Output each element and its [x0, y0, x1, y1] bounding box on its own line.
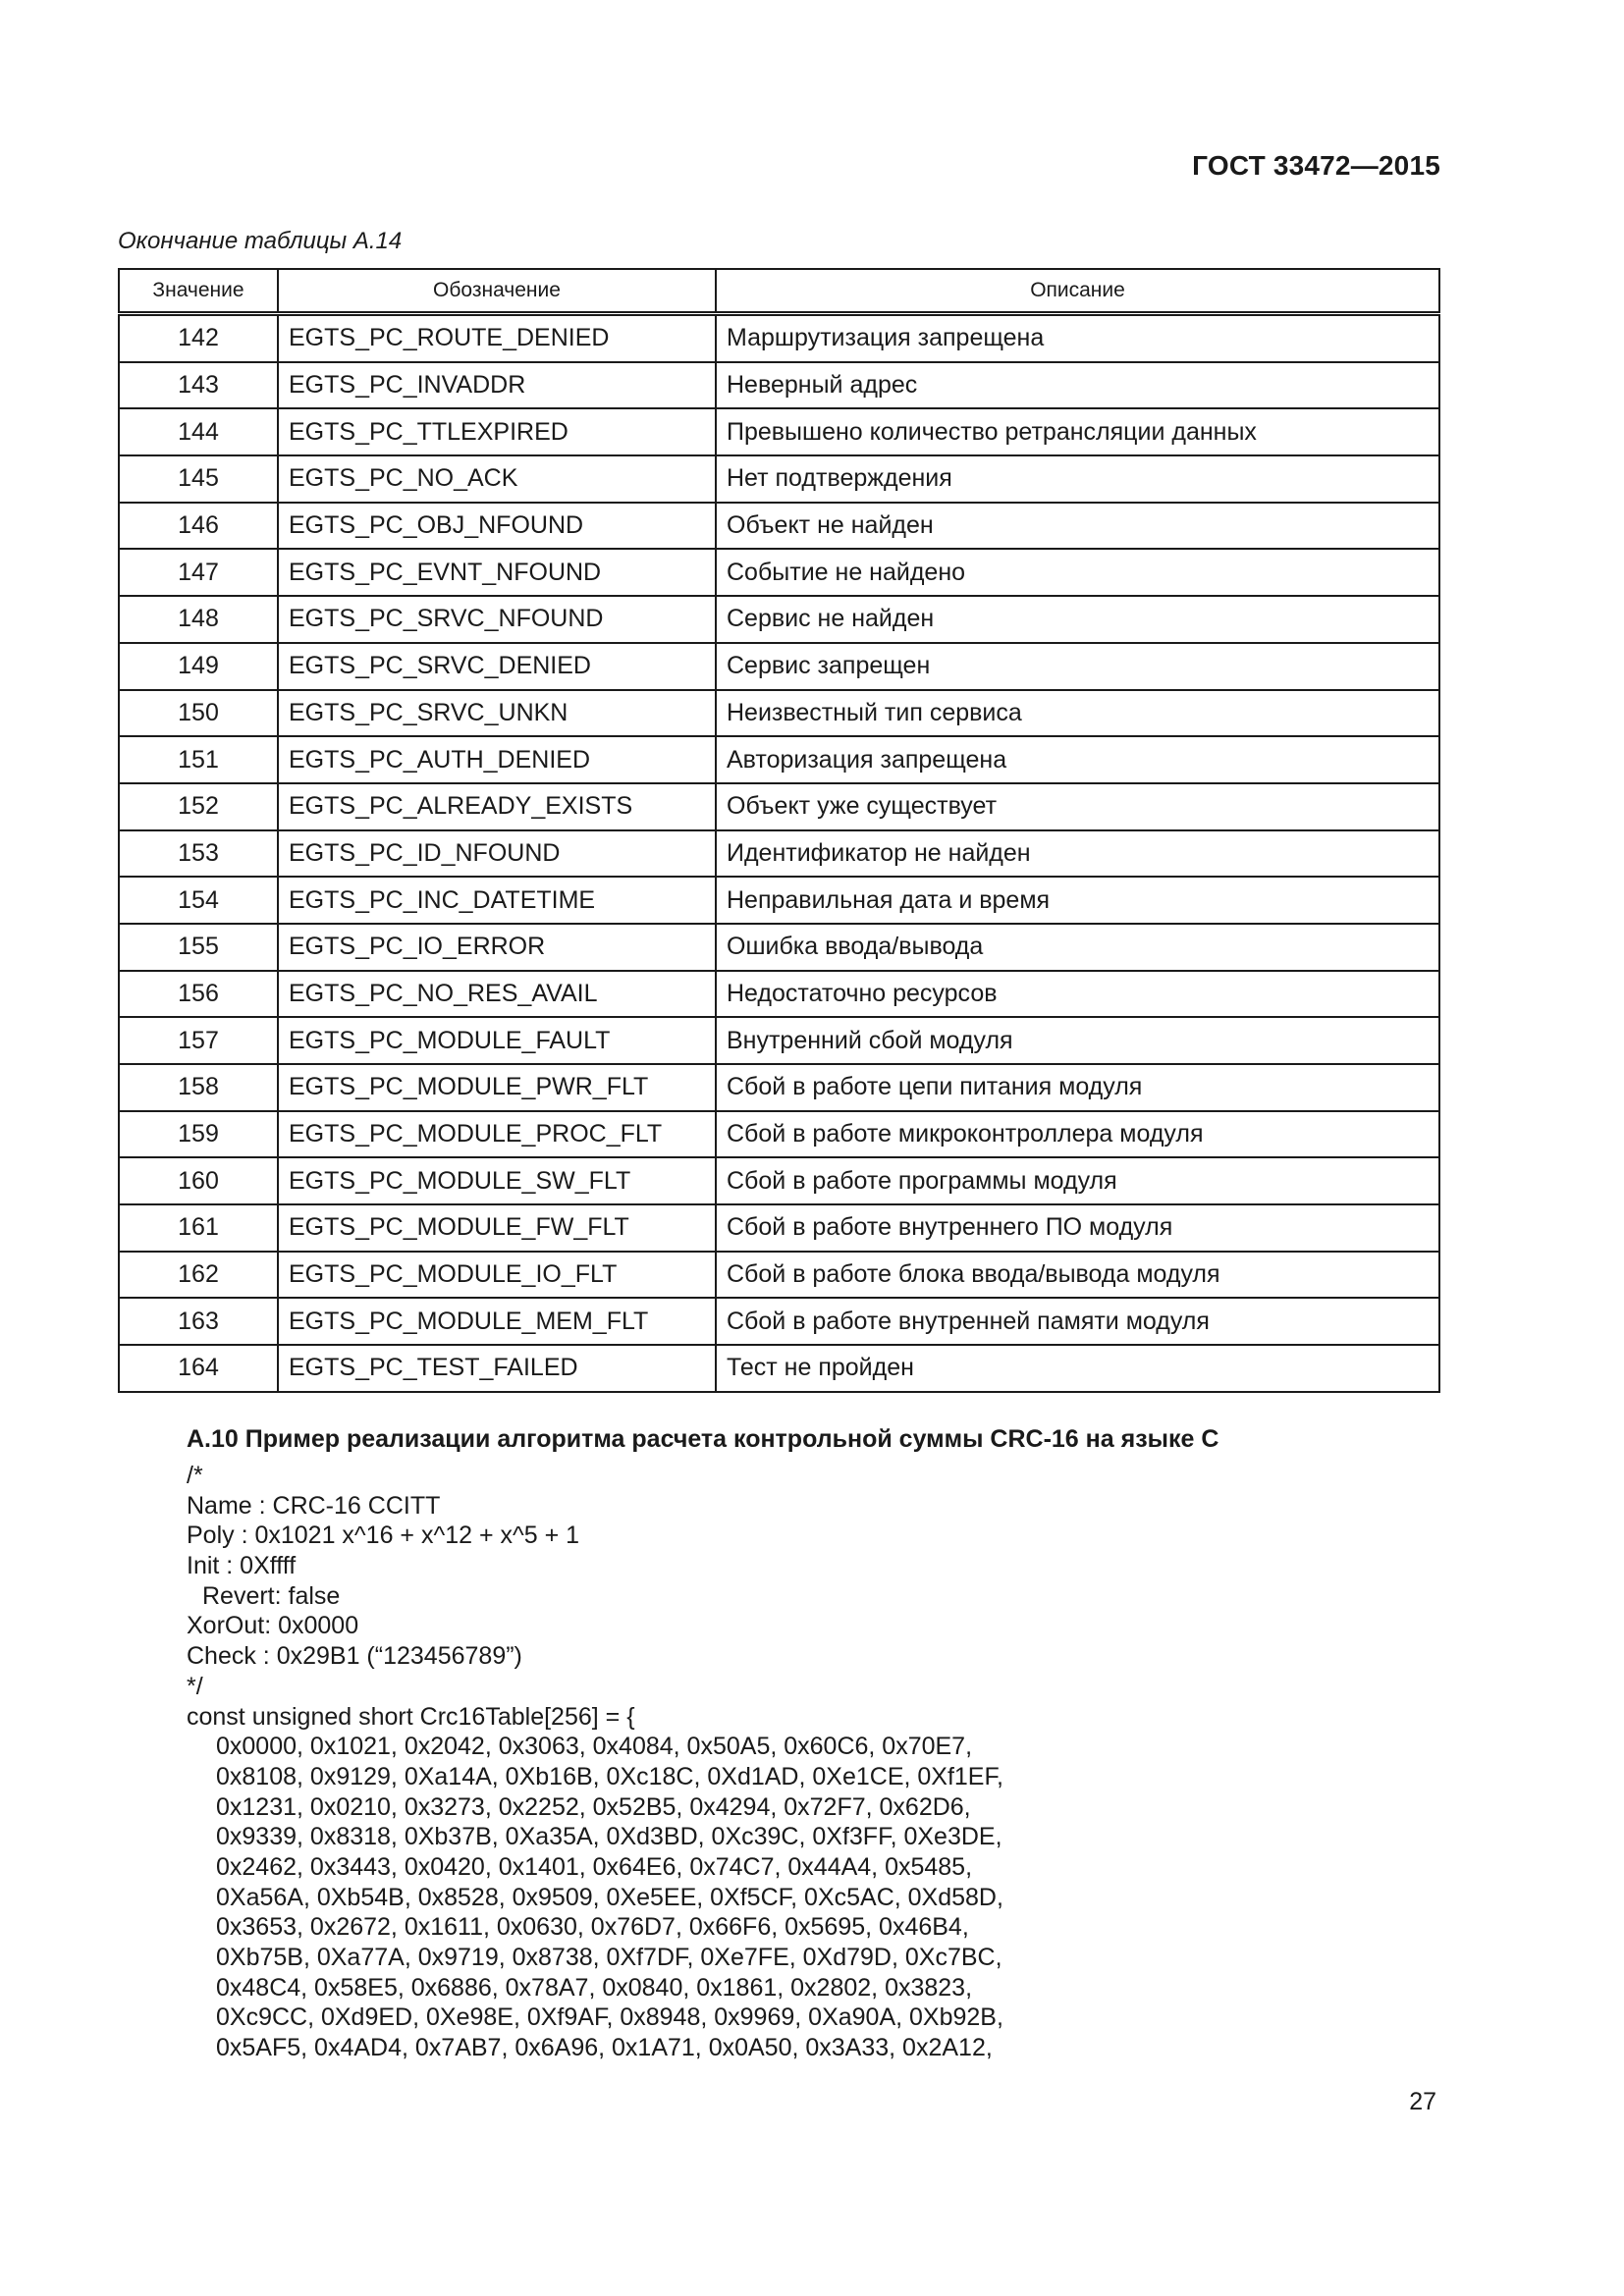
table-row	[119, 596, 1439, 643]
cell-designation: EGTS_PC_TEST_FAILED	[278, 1345, 716, 1392]
table-row	[119, 503, 1439, 550]
cell-value: 147	[119, 549, 278, 596]
cell-description: Объект не найден	[716, 503, 1439, 550]
table-row	[119, 830, 1439, 878]
cell-description: Авторизация запрещена	[716, 736, 1439, 783]
cell-description: Превышено количество ретрансляции данных	[716, 408, 1439, 455]
column-header-description: Описание	[716, 269, 1439, 314]
cell-description: Сбой в работе блока ввода/вывода модуля	[716, 1252, 1439, 1299]
cell-designation: EGTS_PC_NO_ACK	[278, 455, 716, 503]
cell-value: 163	[119, 1298, 278, 1345]
cell-designation: EGTS_PC_INVADDR	[278, 362, 716, 409]
table-row	[119, 1017, 1439, 1064]
table-row	[119, 877, 1439, 924]
cell-value: 150	[119, 690, 278, 737]
cell-value: 151	[119, 736, 278, 783]
table-row	[119, 643, 1439, 690]
cell-value: 161	[119, 1204, 278, 1252]
cell-value: 146	[119, 503, 278, 550]
cell-designation: EGTS_PC_ID_NFOUND	[278, 830, 716, 878]
table-row	[119, 549, 1439, 596]
code-line: */	[187, 1672, 203, 1700]
cell-value: 142	[119, 314, 278, 362]
code-line: Check : 0x29B1 (“123456789”)	[187, 1642, 522, 1671]
table-row	[119, 736, 1439, 783]
cell-value: 155	[119, 924, 278, 971]
code-line: const unsigned short Crc16Table[256] = {	[187, 1702, 635, 1731]
cell-description: Маршрутизация запрещена	[716, 314, 1439, 362]
code-line: 0x9339, 0x8318, 0Xb37B, 0Xa35A, 0Xd3BD, 0Xc39C, 0Xf3FF, 0Xe3DE,	[216, 1823, 1002, 1851]
table-row	[119, 314, 1439, 362]
table-row	[119, 408, 1439, 455]
table-row	[119, 783, 1439, 830]
cell-value: 164	[119, 1345, 278, 1392]
cell-description: Неизвестный тип сервиса	[716, 690, 1439, 737]
cell-value: 157	[119, 1017, 278, 1064]
cell-description: Сбой в работе цепи питания модуля	[716, 1064, 1439, 1111]
cell-value: 149	[119, 643, 278, 690]
table-row	[119, 1064, 1439, 1111]
cell-designation: EGTS_PC_EVNT_NFOUND	[278, 549, 716, 596]
cell-designation: EGTS_PC_MODULE_FW_FLT	[278, 1204, 716, 1252]
cell-designation: EGTS_PC_MODULE_FAULT	[278, 1017, 716, 1064]
cell-description: Объект уже существует	[716, 783, 1439, 830]
cell-description: Сбой в работе микроконтроллера модуля	[716, 1111, 1439, 1158]
cell-description: Ошибка ввода/вывода	[716, 924, 1439, 971]
table-row	[119, 1111, 1439, 1158]
table-row	[119, 690, 1439, 737]
cell-description: Сервис не найден	[716, 596, 1439, 643]
cell-description: Сбой в работе внутреннего ПО модуля	[716, 1204, 1439, 1252]
code-line: 0Xb75B, 0Xa77A, 0x9719, 0x8738, 0Xf7DF, 0Xe7FE, 0Xd79D, 0Xc7BC,	[216, 1944, 1002, 1971]
code-line: Revert: false	[202, 1581, 341, 1610]
cell-value: 159	[119, 1111, 278, 1158]
cell-value: 144	[119, 408, 278, 455]
table-row	[119, 1345, 1439, 1392]
code-line: 0Xc9CC, 0Xd9ED, 0Xe98E, 0Xf9AF, 0x8948, 0x9969, 0Xa90A, 0Xb92B,	[216, 2003, 1003, 2032]
section-title: А.10 Пример реализации алгоритма расчета контрольной суммы CRC-16 на языке C	[187, 1425, 1219, 1453]
cell-description: Событие не найдено	[716, 549, 1439, 596]
code-listing	[187, 1461, 1003, 2063]
cell-description: Идентификатор не найден	[716, 830, 1439, 878]
code-line: XorOut: 0x0000	[187, 1612, 359, 1640]
code-line: 0x0000, 0x1021, 0x2042, 0x3063, 0x4084, 0x50A5, 0x60C6, 0x70E7,	[216, 1733, 973, 1761]
cell-description: Неправильная дата и время	[716, 877, 1439, 924]
code-line: 0x5AF5, 0x4AD4, 0x7AB7, 0x6A96, 0x1A71, 0x0A50, 0x3A33, 0x2A12,	[216, 2034, 993, 2062]
code-line: 0Xa56A, 0Xb54B, 0x8528, 0x9509, 0Xe5EE, 0Xf5CF, 0Xc5AC, 0Xd58D,	[216, 1883, 1003, 1911]
code-line: 0x8108, 0x9129, 0Xa14A, 0Xb16B, 0Xc18C, 0Xd1AD, 0Xe1CE, 0Xf1EF,	[216, 1762, 1003, 1790]
code-line: 0x2462, 0x3443, 0x0420, 0x1401, 0x64E6, 0x74C7, 0x44A4, 0x5485,	[216, 1852, 973, 1881]
cell-designation: EGTS_PC_AUTH_DENIED	[278, 736, 716, 783]
cell-designation: EGTS_PC_SRVC_UNKN	[278, 690, 716, 737]
cell-description: Нет подтверждения	[716, 455, 1439, 503]
table-header-row	[119, 269, 1439, 314]
cell-description: Сервис запрещен	[716, 643, 1439, 690]
cell-designation: EGTS_PC_ROUTE_DENIED	[278, 314, 716, 362]
cell-designation: EGTS_PC_MODULE_SW_FLT	[278, 1157, 716, 1204]
cell-designation: EGTS_PC_SRVC_NFOUND	[278, 596, 716, 643]
cell-description: Сбой в работе программы модуля	[716, 1157, 1439, 1204]
code-line: Init : 0Xffff	[187, 1552, 297, 1580]
cell-designation: EGTS_PC_MODULE_MEM_FLT	[278, 1298, 716, 1345]
cell-description: Тест не пройден	[716, 1345, 1439, 1392]
cell-value: 158	[119, 1064, 278, 1111]
cell-value: 145	[119, 455, 278, 503]
result-codes-table	[118, 268, 1440, 1393]
cell-value: 154	[119, 877, 278, 924]
column-header-designation: Обозначение	[278, 269, 716, 314]
code-line: 0x3653, 0x2672, 0x1611, 0x0630, 0x76D7, 0x66F6, 0x5695, 0x46B4,	[216, 1913, 969, 1942]
cell-designation: EGTS_PC_SRVC_DENIED	[278, 643, 716, 690]
cell-designation: EGTS_PC_NO_RES_AVAIL	[278, 971, 716, 1018]
table-row	[119, 971, 1439, 1018]
page-number: 27	[1409, 2088, 1436, 2115]
cell-value: 162	[119, 1252, 278, 1299]
cell-designation: EGTS_PC_TTLEXPIRED	[278, 408, 716, 455]
table-row	[119, 1252, 1439, 1299]
table-caption: Окончание таблицы А.14	[118, 228, 403, 254]
table-row	[119, 455, 1439, 503]
code-line: 0x48C4, 0x58E5, 0x6886, 0x78A7, 0x0840, 0x1861, 0x2802, 0x3823,	[216, 1973, 973, 2002]
cell-value: 153	[119, 830, 278, 878]
column-header-value: Значение	[119, 269, 278, 314]
cell-description: Недостаточно ресурсов	[716, 971, 1439, 1018]
table-row	[119, 924, 1439, 971]
code-line: /*	[187, 1462, 203, 1489]
code-line: Poly : 0x1021 x^16 + x^12 + x^5 + 1	[187, 1522, 580, 1550]
cell-value: 160	[119, 1157, 278, 1204]
cell-designation: EGTS_PC_MODULE_PROC_FLT	[278, 1111, 716, 1158]
cell-designation: EGTS_PC_INC_DATETIME	[278, 877, 716, 924]
cell-description: Внутренний сбой модуля	[716, 1017, 1439, 1064]
standard-number: ГОСТ 33472—2015	[1192, 150, 1440, 181]
cell-designation: EGTS_PC_ALREADY_EXISTS	[278, 783, 716, 830]
cell-value: 152	[119, 783, 278, 830]
cell-value: 143	[119, 362, 278, 409]
cell-description: Сбой в работе внутренней памяти модуля	[716, 1298, 1439, 1345]
cell-designation: EGTS_PC_MODULE_IO_FLT	[278, 1252, 716, 1299]
table-row	[119, 1204, 1439, 1252]
cell-description: Неверный адрес	[716, 362, 1439, 409]
cell-value: 156	[119, 971, 278, 1018]
table-body	[119, 314, 1439, 1392]
table-row	[119, 1298, 1439, 1345]
table-row	[119, 362, 1439, 409]
cell-designation: EGTS_PC_IO_ERROR	[278, 924, 716, 971]
cell-designation: EGTS_PC_OBJ_NFOUND	[278, 503, 716, 550]
code-line: Name : CRC-16 CCITT	[187, 1491, 441, 1520]
cell-designation: EGTS_PC_MODULE_PWR_FLT	[278, 1064, 716, 1111]
table-row	[119, 1157, 1439, 1204]
code-line: 0x1231, 0x0210, 0x3273, 0x2252, 0x52B5, 0x4294, 0x72F7, 0x62D6,	[216, 1792, 971, 1821]
cell-value: 148	[119, 596, 278, 643]
